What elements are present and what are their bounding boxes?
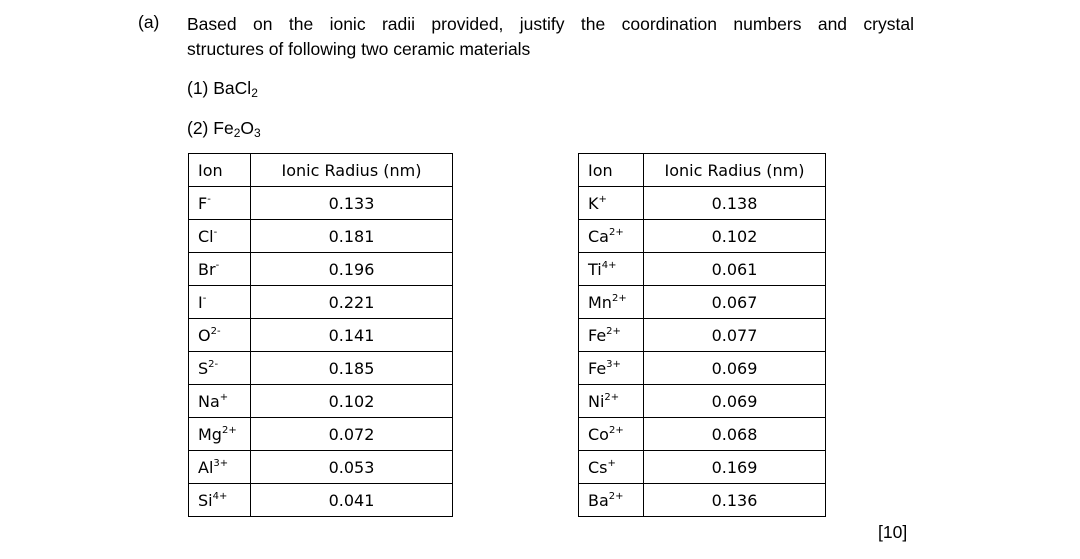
radius-cell: 0.181 [251,220,453,253]
ion-symbol: Fe [588,325,607,345]
ion-charge: 2+ [606,325,621,337]
table-row [189,286,453,319]
ion-symbol: Ti [588,259,602,279]
ion-symbol: Ni [588,391,605,411]
ion-symbol: Mn [588,292,612,312]
table-row [579,319,826,352]
ion-symbol: Mg [198,424,222,444]
ion-charge: 2+ [221,424,237,436]
ion-charge: + [607,457,616,469]
table-header-row [189,154,453,187]
ion-cell [189,253,251,286]
ion-charge: 2+ [604,391,620,403]
ion-cell [579,286,644,319]
table-row [579,484,826,517]
table-row [189,253,453,286]
radius-cell: 0.067 [644,286,826,319]
radius-cell: 0.102 [251,385,453,418]
ion-charge: 2- [208,358,219,370]
question-text [187,12,914,62]
table-row [579,418,826,451]
table-row [189,385,453,418]
ion-charge: 3+ [213,457,229,469]
ion-symbol: Co [588,424,609,444]
table-row [579,385,826,418]
formula-element: O [240,118,254,138]
ion-cell [579,319,644,352]
radius-cell: 0.169 [644,451,826,484]
ion-cell [189,220,251,253]
radius-cell: 0.053 [251,451,453,484]
ion-charge: 2+ [608,226,624,238]
formula-element: BaCl [213,78,252,98]
ionic-radii-table-1 [188,153,453,517]
ion-cell [579,187,644,220]
table-row [579,286,826,319]
table-row [189,451,453,484]
table-header-row [579,154,826,187]
ion-charge: 2+ [608,424,624,436]
ion-cell [189,484,251,517]
ion-cell [189,451,251,484]
ion-charge: - [215,259,220,271]
ion-cell [579,418,644,451]
ion-cell [579,451,644,484]
radius-cell: 0.133 [251,187,453,220]
ion-symbol: Al [198,457,214,477]
ion-symbol: Ca [588,226,609,246]
ion-cell [579,253,644,286]
ion-charge: 3+ [606,358,621,370]
ion-symbol: Fe [588,358,607,378]
radius-cell: 0.077 [644,319,826,352]
material-item-2 [187,118,261,139]
table-row [189,352,453,385]
question-label: (a) [138,12,160,32]
table-row [189,418,453,451]
ion-symbol: Ba [588,490,609,510]
ion-symbol: O [198,325,211,345]
radius-cell: 0.196 [251,253,453,286]
ion-charge: + [219,391,229,403]
ion-charge: - [207,193,211,205]
table-row [189,187,453,220]
ion-symbol: F [198,193,208,213]
marks-label: [10] [878,522,908,542]
ion-charge: 4+ [601,259,617,271]
radius-cell: 0.072 [251,418,453,451]
ion-charge: 2- [210,325,221,337]
radius-cell: 0.061 [644,253,826,286]
ion-cell [579,352,644,385]
radius-cell: 0.141 [251,319,453,352]
ion-symbol: Cs [588,457,608,477]
ion-charge: - [213,226,218,238]
table-row [579,451,826,484]
ion-charge: 4+ [212,490,228,502]
table-row [189,484,453,517]
ion-symbol: Si [198,490,213,510]
ion-cell [579,220,644,253]
formula-subscript: 3 [254,126,261,140]
ion-charge: 2+ [608,490,624,502]
header-ion: Ion [579,154,644,187]
ion-charge: + [598,193,607,205]
ion-symbol: Br [198,259,216,279]
ion-symbol: K [588,193,599,213]
ion-cell [189,319,251,352]
table-row [579,220,826,253]
question-line-1: Based on the ionic radii provided, justify the coordination numbers and crystal [187,14,914,34]
formula-subscript: 2 [251,86,258,100]
header-ionic-radius: Ionic Radius (nm) [251,154,453,187]
table-row [579,253,826,286]
ion-symbol: Cl [198,226,214,246]
material-item-1 [187,78,258,99]
item-number: (2) [187,118,214,138]
radius-cell: 0.069 [644,352,826,385]
table-row [579,352,826,385]
radius-cell: 0.041 [251,484,453,517]
question-line-2: structures of following two ceramic materials [187,39,531,59]
ion-cell [189,187,251,220]
ion-symbol: S [198,358,209,378]
radius-cell: 0.068 [644,418,826,451]
ion-symbol: Na [198,391,220,411]
table-row [579,187,826,220]
table-row [189,220,453,253]
radius-cell: 0.136 [644,484,826,517]
radius-cell: 0.069 [644,385,826,418]
ion-cell [189,418,251,451]
radius-cell: 0.185 [251,352,453,385]
ion-cell [579,484,644,517]
ion-cell [189,352,251,385]
radius-cell: 0.138 [644,187,826,220]
formula-element: Fe [213,118,234,138]
radius-cell: 0.221 [251,286,453,319]
item-number: (1) [187,78,214,98]
ion-cell [579,385,644,418]
ion-cell [189,286,251,319]
formula-subscript: 2 [233,126,241,140]
ionic-radii-table-2 [578,153,826,517]
ion-cell [189,385,251,418]
ion-charge: - [202,292,207,304]
radius-cell: 0.102 [644,220,826,253]
table-row [189,319,453,352]
ion-charge: 2+ [611,292,627,304]
ion-symbol: I [198,292,203,312]
header-ionic-radius: Ionic Radius (nm) [644,154,826,187]
header-ion: Ion [189,154,251,187]
